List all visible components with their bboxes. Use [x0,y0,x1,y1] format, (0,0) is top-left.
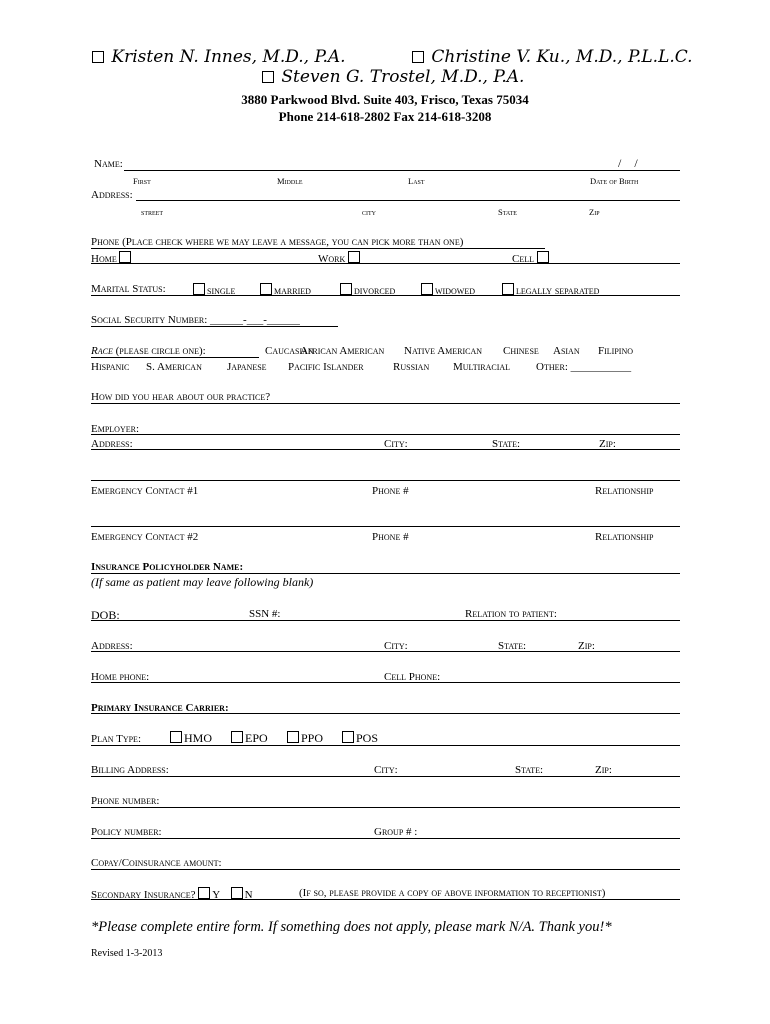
widowed-checkbox[interactable] [421,283,433,295]
doctor-2 [412,47,693,67]
race-heading [91,345,206,357]
employer-label: Employer: [91,423,140,435]
ph-phone-line[interactable] [91,682,680,683]
separated-checkbox[interactable] [502,283,514,295]
billing-city-label: City: [374,764,398,776]
ph-cell-phone-label: Cell Phone: [384,671,441,683]
policyholder-title: Insurance Policyholder Name: [91,561,244,573]
race-asian[interactable]: Asian [553,345,580,357]
copay-label: Copay/Coinsurance amount: [91,857,222,869]
address-label: Address: [91,189,133,201]
carrier-phone-label: Phone number: [91,795,160,807]
employer-zip-label: Zip: [599,438,616,450]
hmo-checkbox[interactable] [170,731,182,743]
heard-line[interactable] [91,403,680,404]
plan-hmo[interactable] [170,731,212,746]
divorced-text: divorced [354,285,396,297]
billing-label: Billing Address: [91,764,169,776]
race-hispanic[interactable]: Hispanic [91,361,130,373]
carrier-line[interactable] [91,713,680,714]
race-s-american[interactable]: S. American [146,361,202,373]
single-checkbox[interactable] [193,283,205,295]
phone-line[interactable] [91,263,680,264]
separated-text: legally separated [516,285,600,297]
secondary-no-text: N [244,889,253,901]
pos-checkbox[interactable] [342,731,354,743]
employer-city-label: City: [384,438,408,450]
employer-state-label: State: [492,438,521,450]
marital-line [91,295,680,296]
work-checkbox[interactable] [348,251,360,263]
home-text: Home [91,253,117,265]
employer-address-label: Address: [91,438,133,450]
race-instruction: (please circle one): [115,345,206,357]
address-line[interactable] [136,200,680,201]
revised-date: Revised 1-3-2013 [91,948,163,959]
doctor-3 [262,67,524,87]
epo-checkbox[interactable] [231,731,243,743]
secondary-note: (If so, please provide a copy of above information to receptionist) [299,887,606,899]
race-chinese[interactable]: Chinese [503,345,539,357]
ssn-label: Social Security Number: [91,314,208,326]
doctor-3-name: Steven G. Trostel, M.D., P.A. [281,67,525,87]
race-multiracial[interactable]: Multiracial [453,361,511,373]
dob-sub: Date of Birth [590,176,639,186]
emergency1-phone: Phone # [372,485,409,497]
practice-phone: Phone 214-618-2802 Fax 214-618-3208 [278,109,492,124]
race-african-american[interactable]: African American [300,345,385,357]
doctor-1 [92,47,346,67]
phone-label-underline [91,248,545,249]
plan-line [91,745,680,746]
race-filipino[interactable]: Filipino [598,345,634,357]
ssn-row[interactable] [91,314,300,326]
employer-line[interactable] [91,434,680,435]
race-underline [91,357,259,358]
secondary-yes-checkbox[interactable] [198,887,210,899]
single-text: single [207,285,236,297]
state-sub: State [498,207,517,217]
race-russian[interactable]: Russian [393,361,430,373]
name-label: Name: [94,158,123,170]
pos-text: POS [356,731,379,745]
race-caucasian[interactable]: Caucasian [265,345,314,357]
plan-ppo[interactable] [287,731,323,746]
group-number-label: Group # : [374,826,418,838]
ppo-text: PPO [301,731,324,745]
race-japanese[interactable]: Japanese [227,361,267,373]
doctor-1-checkbox[interactable] [92,51,104,63]
billing-line[interactable] [91,776,680,777]
secondary-label: Secondary Insurance? [91,889,196,901]
ph-dob-label: DOB: [91,608,120,622]
work-text: Work [318,253,346,265]
cell-checkbox[interactable] [537,251,549,263]
epo-text: EPO [245,731,268,745]
copay-line[interactable] [91,869,680,870]
ph-zip-label: Zip: [578,640,595,652]
doctor-2-name: Christine V. Ku., M.D., P.L.L.C. [431,47,693,67]
cell-text: Cell [512,253,534,265]
secondary-yes-text: Y [212,889,220,901]
last-sub: Last [408,176,425,186]
ph-home-phone-label: Home phone: [91,671,150,683]
employer-address-line[interactable] [91,449,680,450]
race-native-american[interactable]: Native American [404,345,483,357]
ph-city-label: City: [384,640,408,652]
secondary-line [91,899,680,900]
middle-sub: Middle [277,176,303,186]
emergency2-relationship: Relationship [595,531,654,543]
billing-zip-label: Zip: [595,764,612,776]
widowed-text: widowed [435,285,475,297]
first-sub: First [133,176,151,186]
street-sub: street [141,207,163,217]
plan-type-label: Plan Type: [91,733,141,745]
hmo-text: HMO [184,731,213,745]
plan-epo[interactable] [231,731,268,746]
secondary-no-checkbox[interactable] [231,887,243,899]
home-checkbox[interactable] [119,251,131,263]
policy-line[interactable] [91,838,680,839]
emergency2-contact: Emergency Contact #2 [91,531,199,543]
emergency1-relationship: Relationship [595,485,654,497]
policy-number-label: Policy number: [91,826,162,838]
emergency2-line[interactable] [91,526,680,527]
doctor-3-checkbox[interactable] [262,71,274,83]
ppo-checkbox[interactable] [287,731,299,743]
ph-relation-label: Relation to patient: [465,608,557,620]
plan-pos[interactable] [342,731,378,746]
ph-ssn-label: SSN #: [249,608,281,620]
race-label: Race [91,345,113,357]
marital-label: Marital Status: [91,283,166,295]
ph-address-line[interactable] [91,651,680,652]
practice-address: 3880 Parkwood Blvd. Suite 403, Frisco, Texas 75034 [241,92,529,107]
doctor-1-name: Kristen N. Innes, M.D., P.A. [111,47,346,67]
carrier-title: Primary Insurance Carrier: [91,702,229,714]
city-sub: city [362,207,376,217]
divorced-checkbox[interactable] [340,283,352,295]
zip-sub: Zip [589,207,600,217]
ssn-blank: ______-___-______ [210,314,300,326]
race-pacific-islander[interactable]: Pacific Islander [288,361,364,373]
doctor-2-checkbox[interactable] [412,51,424,63]
carrier-phone-line[interactable] [91,807,680,808]
ph-dob-line[interactable] [91,620,680,621]
name-line[interactable] [124,170,680,171]
emergency2-phone: Phone # [372,531,409,543]
ph-address-label: Address: [91,640,133,652]
married-text: married [274,285,311,297]
race-other[interactable]: Other: ___________ [536,361,632,373]
closing-note: *Please complete entire form. If something does not apply, please mark N/A. Thank you!* [91,919,612,935]
emergency1-line[interactable] [91,480,680,481]
dob-slashes: / / [618,156,638,170]
heard-label: How did you hear about our practice? [91,391,271,403]
phone-label: Phone (Place check where we may leave a message, you can pick more than one) [91,236,464,248]
ph-state-label: State: [498,640,527,652]
emergency1-contact: Emergency Contact #1 [91,485,199,497]
policyholder-line[interactable] [91,573,680,574]
policyholder-note: (If same as patient may leave following blank) [91,575,314,589]
ssn-underline [91,326,338,327]
married-checkbox[interactable] [260,283,272,295]
billing-state-label: State: [515,764,544,776]
